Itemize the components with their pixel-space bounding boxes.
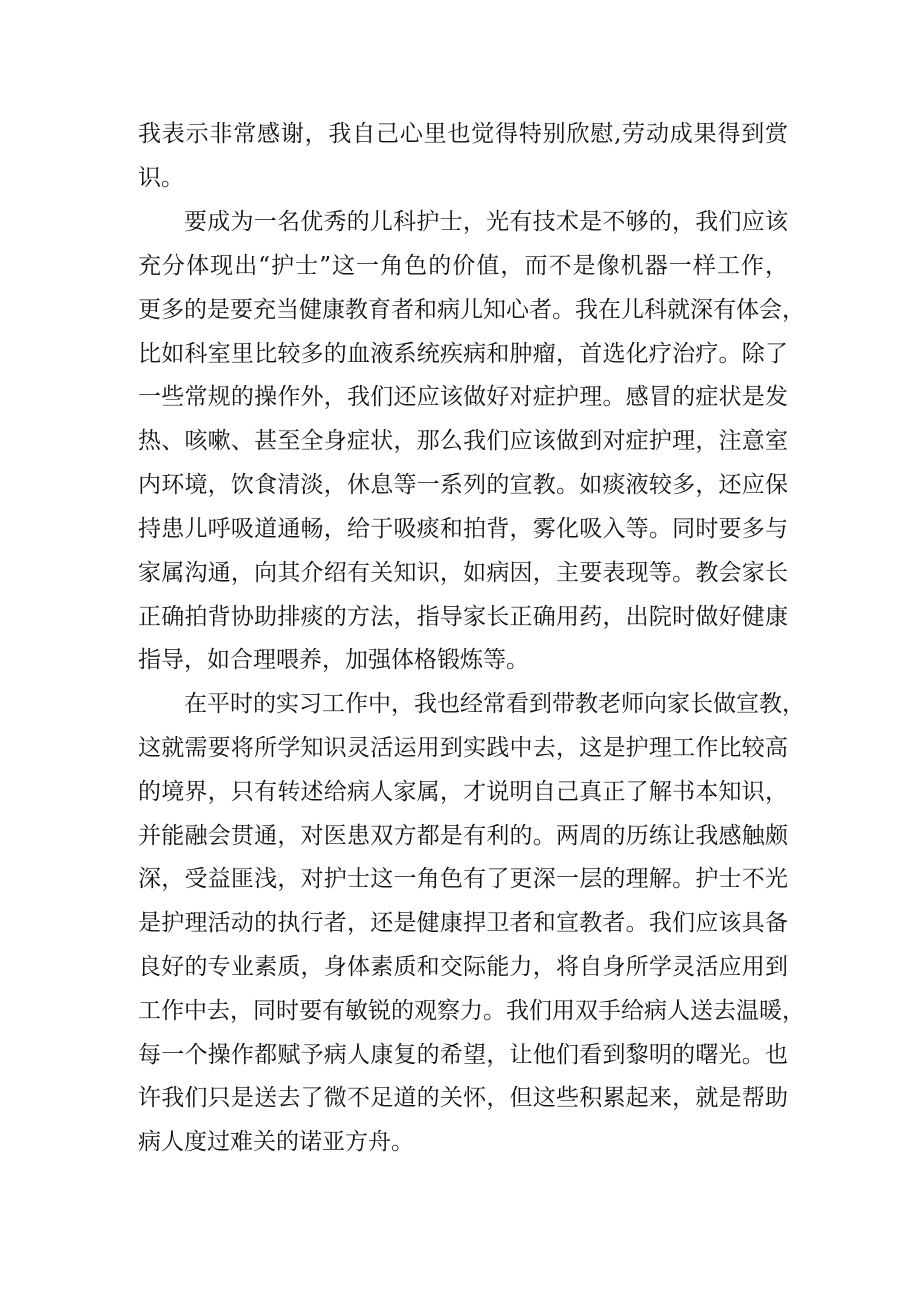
text-line: 并能融会贯通，对医患双方都是有利的。两周的历练让我感触颇	[138, 823, 788, 849]
text-line: 这就需要将所学知识灵活运用到实践中去，这是护理工作比较高	[138, 735, 788, 761]
text-line: 每一个操作都赋予病人康复的希望，让他们看到黎明的曙光。也	[138, 1042, 788, 1068]
text-line: 指导，如合理喂养，加强体格锻炼等。	[138, 647, 529, 673]
text-line: 是护理活动的执行者，还是健康捍卫者和宣教者。我们应该具备	[138, 910, 788, 936]
text-line: 在平时的实习工作中，我也经常看到带教老师向家长做宣教，	[184, 691, 805, 717]
text-line: 识。	[138, 165, 184, 191]
text-line: 的境界，只有转述给病人家属，才说明自己真正了解书本知识，	[138, 779, 788, 805]
text-line: 内环境，饮食清淡，休息等一系列的宣教。如痰液较多，还应保	[138, 472, 788, 498]
text-line: 家属沟通，向其介绍有关知识，如病因，主要表现等。教会家长	[138, 560, 788, 586]
text-line: 深，受益匪浅，对护士这一角色有了更深一层的理解。护士不光	[138, 866, 788, 892]
text-line: 工作中去，同时要有敏锐的观察力。我们用双手给病人送去温暖，	[138, 998, 805, 1024]
text-line: 要成为一名优秀的儿科护士，光有技术是不够的，我们应该	[184, 209, 788, 235]
text-line: 我表示非常感谢，我自己心里也觉得特别欣慰,劳动成果得到赏	[138, 121, 788, 147]
text-line: 正确拍背协助排痰的方法，指导家长正确用药，出院时做好健康	[138, 604, 788, 630]
text-line: 热、咳嗽、甚至全身症状，那么我们应该做到对症护理，注意室	[138, 428, 788, 454]
text-line: 病人度过难关的诺亚方舟。	[138, 1129, 414, 1155]
text-line: 良好的专业素质，身体素质和交际能力，将自身所学灵活应用到	[138, 954, 788, 980]
text-line: 持患儿呼吸道通畅，给于吸痰和拍背，雾化吸入等。同时要多与	[138, 516, 788, 542]
text-line: 比如科室里比较多的血液系统疾病和肿瘤，首选化疗治疗。除了	[138, 341, 788, 367]
text-line: 一些常规的操作外，我们还应该做好对症护理。感冒的症状是发	[138, 384, 788, 410]
text-line: 许我们只是送去了微不足道的关怀，但这些积累起来，就是帮助	[138, 1085, 788, 1111]
text-line: 充分体现出“护士”这一角色的价值，而不是像机器一样工作，	[138, 253, 788, 279]
text-line: 更多的是要充当健康教育者和病儿知心者。我在儿科就深有体会，	[138, 297, 805, 323]
